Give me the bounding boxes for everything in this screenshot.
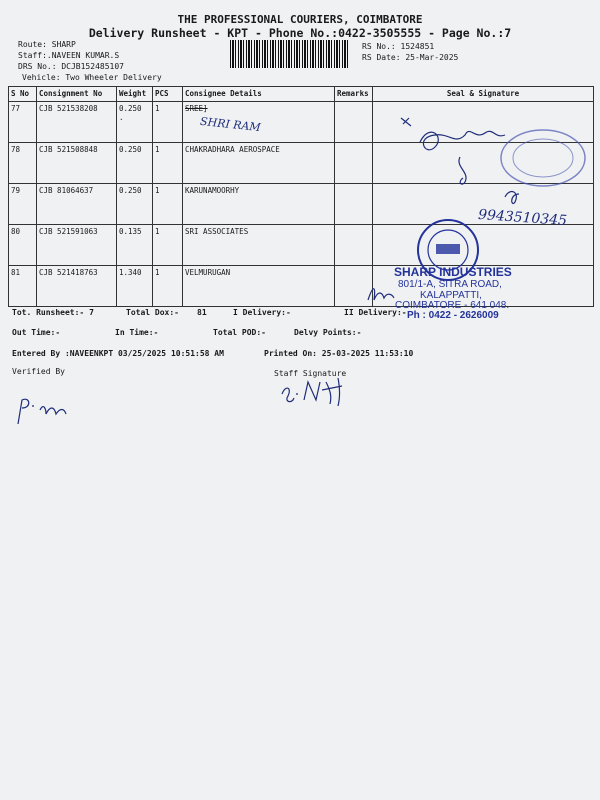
- weight: 1.340: [117, 266, 153, 307]
- second-delivery: II Delivery:-: [344, 308, 407, 317]
- pcs: 1: [153, 225, 183, 266]
- sno: 79: [9, 184, 37, 225]
- rs-number: RS No.: 1524851: [362, 42, 435, 51]
- printed-on: Printed On: 25-03-2025 11:53:10: [264, 349, 414, 358]
- in-time: In Time:-: [115, 328, 159, 337]
- entered-by: Entered By :NAVEENKPT 03/25/2025 10:51:58 AM: [12, 349, 224, 358]
- consignee: SRI ASSOCIATES: [183, 225, 335, 266]
- vehicle: Vehicle: Two Wheeler Delivery: [22, 73, 162, 82]
- weight: 0.135: [117, 225, 153, 266]
- handwritten-name: SHRI RAM: [199, 114, 262, 135]
- total-pod: Total POD:-: [213, 328, 266, 337]
- rs-date: RS Date: 25-Mar-2025: [362, 53, 459, 62]
- staff: Staff:.NAVEEN KUMAR.S: [18, 51, 120, 60]
- pcs: 1: [153, 143, 183, 184]
- verifier-signature: [12, 390, 82, 430]
- weight: 0.250: [117, 143, 153, 184]
- round-stamp-icon: [498, 128, 588, 188]
- consignee: VELMURUGAN: [183, 266, 335, 307]
- remarks: [335, 184, 373, 225]
- consignment-no: CJB 521538208: [37, 102, 117, 143]
- consignee-name: SREE]: [185, 104, 208, 113]
- col-seal: Seal & Signature: [373, 87, 594, 102]
- total-dox-value: 81: [197, 308, 207, 317]
- col-consignment: Consignment No: [37, 87, 117, 102]
- consignment-no: CJB 521508848: [37, 143, 117, 184]
- consignee: KARUNAMOORHY: [183, 184, 335, 225]
- col-weight: Weight: [117, 87, 153, 102]
- stamp-company: SHARP INDUSTRIES: [394, 265, 512, 279]
- weight: 0.250: [117, 184, 153, 225]
- consignment-no: CJB 521591063: [37, 225, 117, 266]
- barcode: [230, 40, 350, 68]
- consignment-no: CJB 81064637: [37, 184, 117, 225]
- stamp-signature: [366, 282, 396, 306]
- first-delivery: I Delivery:-: [233, 308, 291, 317]
- col-pcs: PCS: [153, 87, 183, 102]
- total-dox-label: Total Dox:-: [126, 308, 179, 317]
- remarks: [335, 225, 373, 266]
- runsheet-subtitle: Delivery Runsheet - KPT - Phone No.:0422-3505555 - Page No.:7: [88, 26, 512, 40]
- sno: 81: [9, 266, 37, 307]
- stamp-address-3: COIMBATORE - 641 048.: [395, 300, 510, 311]
- col-consignee: Consignee Details: [183, 87, 335, 102]
- total-runsheet: Tot. Runsheet:- 7: [12, 308, 94, 317]
- remarks: [335, 102, 373, 143]
- weight: 0.250 .: [117, 102, 153, 143]
- sno: 80: [9, 225, 37, 266]
- drs-number: DRS No.: DCJB152485107: [18, 62, 124, 71]
- stamp-phone: Ph : 0422 - 2626009: [407, 310, 499, 321]
- pcs: 1: [153, 184, 183, 225]
- staff-signature-label: Staff Signature: [274, 369, 347, 378]
- sno: 78: [9, 143, 37, 184]
- pcs: 1: [153, 102, 183, 143]
- verified-by: Verified By: [12, 367, 65, 376]
- consignment-no: CJB 521418763: [37, 266, 117, 307]
- stamp-address-2: KALAPPATTI,: [420, 290, 482, 301]
- col-remarks: Remarks: [335, 87, 373, 102]
- staff-signature: [274, 372, 364, 412]
- out-time: Out Time:-: [12, 328, 61, 337]
- company-title: THE PROFESSIONAL COURIERS, COIMBATORE: [177, 13, 423, 26]
- table-row: [9, 225, 594, 266]
- table-header-row: [9, 87, 594, 102]
- sno: 77: [9, 102, 37, 143]
- col-sno: S No: [9, 87, 37, 102]
- consignee: CHAKRADHARA AEROSPACE: [183, 143, 335, 184]
- remarks: [335, 143, 373, 184]
- pcs: 1: [153, 266, 183, 307]
- delivery-points: Delvy Points:-: [294, 328, 362, 337]
- route: Route: SHARP: [18, 40, 76, 49]
- stamp-address-1: 801/1-A, SITRA ROAD,: [398, 279, 502, 290]
- handwritten-phone: 9943510345: [477, 206, 568, 230]
